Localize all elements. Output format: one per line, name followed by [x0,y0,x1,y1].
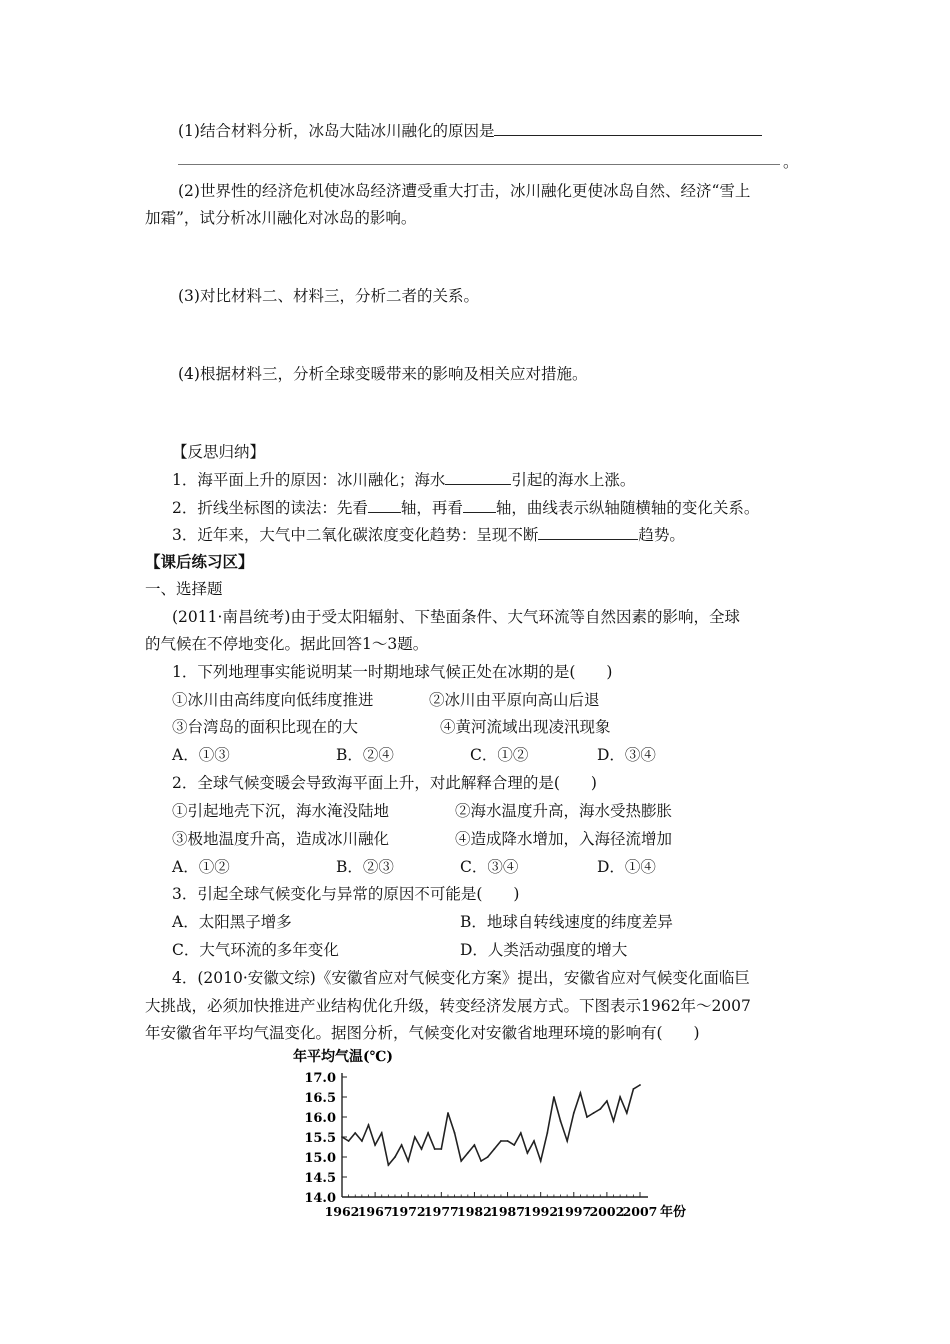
chart-data-point [553,1096,555,1098]
chart-data-point [626,1112,628,1114]
chart-data-point [520,1132,522,1134]
reflection-item-2-mid: 轴，再看 [400,499,463,517]
chart-data-point [454,1132,456,1134]
question-1-stmt-1: ①冰川由高纬度向低纬度推进 [172,691,374,709]
chart-y-tick-label: 16.0 [304,1111,336,1126]
chart-data-point [633,1088,635,1090]
chart-data-point [388,1164,390,1166]
chart-data-point [487,1156,489,1158]
chart-y-tick-label: 15.5 [304,1131,336,1146]
question-1-option-a[interactable]: A．①③ [172,746,230,764]
question-4-line-3: 年安徽省年平均气温变化。据图分析，气候变化对安徽省地理环境的影响有( ) [145,1024,700,1042]
chart-data-point [467,1152,469,1154]
chart-series-line [342,1085,640,1165]
question-1-stem: 1．下列地理事实能说明某一时期地球气候正处在冰期的是( ) [172,663,613,681]
chart-data-point [394,1156,396,1158]
chart-data-point [639,1084,641,1086]
chart-y-ticks [304,1071,347,1206]
chart-x-axis-label: 年份 [660,1205,687,1220]
question-3-stem: 3．引起全球气候变化与异常的原因不可能是( ) [172,885,520,903]
question-1-stmt-2: ②冰川由平原向高山后退 [429,691,600,709]
q1-prompt: (1)结合材料分析，冰岛大陆冰川融化的原因是 [178,122,495,140]
question-1-option-d[interactable]: D．③④ [597,746,656,764]
chart-x-ticks [325,1192,658,1219]
chart-data-point [447,1112,449,1114]
chart-data-point [407,1160,409,1162]
chart-data-point [493,1148,495,1150]
chart-data-point [354,1132,356,1134]
chart-data-point [414,1136,416,1138]
chart-y-axis-label: 年平均气温(℃) [293,1049,394,1065]
chart-y-tick-label: 17.0 [304,1071,336,1086]
chart-data-point [440,1148,442,1150]
chart-data-point [374,1144,376,1146]
reflection-item-3 [172,524,685,546]
reflection-item-3-text: 3．近年来，大气中二氧化碳浓度变化趋势：呈现不断 [172,526,539,544]
question-3-option-a[interactable]: A．太阳黑子增多 [172,913,292,931]
chart-data-point [381,1132,383,1134]
q2-line2: 加霜”，试分析冰川融化对冰岛的影响。 [145,209,417,227]
chart-data-point [401,1144,403,1146]
question-4-line-1: 4．(2010·安徽文综)《安徽省应对气候变化方案》提出，安徽省应对气候变化面临巨 [172,969,750,987]
chart-data-point [527,1152,529,1154]
reflection-blank-4[interactable] [538,525,638,540]
chart-x-tick-label: 1967 [357,1204,393,1219]
chart-data-point [599,1108,601,1110]
reflection-item-3-tail: 趋势。 [638,526,685,544]
chart-data-point [606,1100,608,1102]
question-2-stmt-2: ②海水温度升高，海水受热膨胀 [455,802,673,820]
question-3-option-b[interactable]: B．地球自转线速度的纬度差异 [460,913,673,931]
question-2-stmt-1: ①引起地壳下沉，海水淹没陆地 [172,802,390,820]
chart-data-point [500,1140,502,1142]
question-2-stmt-3: ③极地温度升高，造成冰川融化 [172,830,390,848]
reflection-item-1-text: 1．海平面上升的原因：冰川融化；海水 [172,471,446,489]
chart-data-point [573,1112,575,1114]
reflection-item-2 [172,497,759,519]
chart-data-point [613,1120,615,1122]
intro-line-1: (2011·南昌统考)由于受太阳辐射、下垫面条件、大气环流等自然因素的影响，全球 [172,608,740,626]
question-2-option-d[interactable]: D．①④ [597,858,656,876]
reflection-blank-1[interactable] [445,470,511,485]
chart-data-point [540,1160,542,1162]
reflection-item-1 [172,469,635,491]
chart-x-tick-label: 2007 [622,1204,658,1219]
chart-data-point [368,1124,370,1126]
chart-y-tick-label: 16.5 [304,1091,336,1106]
question-3-option-c[interactable]: C．大气环流的多年变化 [172,941,339,959]
question-3-option-d[interactable]: D．人类活动强度的增大 [460,941,628,959]
q1-answer-line[interactable] [178,164,780,165]
question-1-option-b[interactable]: B．②④ [336,746,394,764]
question-1-stmt-3: ③台湾岛的面积比现在的大 [172,718,359,736]
chart-data-point [619,1096,621,1098]
intro-line-2: 的气候在不停地变化。据此回答1～3题。 [145,635,429,653]
q3-text: (3)对比材料二、材料三，分析二者的关系。 [178,287,479,305]
chart-x-tick-label: 1982 [457,1204,492,1219]
chart-data-point [593,1112,595,1114]
chart-data-point [566,1140,568,1142]
question-1-option-c[interactable]: C．①② [470,746,529,764]
chart-data-point [341,1136,343,1138]
section-title: 一、选择题 [145,580,223,598]
chart-data-point [513,1144,515,1146]
chart-x-tick-label: 1972 [390,1204,426,1219]
temperature-line-chart [285,1045,725,1225]
question-2-stmt-4: ④造成降水增加，入海径流增加 [455,830,673,848]
question-4-line-2: 大挑战，必须加快推进产业结构优化升级，转变经济发展方式。下图表示1962年～2007 [145,997,751,1015]
q1-line [178,120,762,142]
question-1-stmt-4: ④黄河流域出现凌汛现象 [440,718,611,736]
chart-axes [342,1073,648,1197]
reflection-item-2-text: 2．折线坐标图的读法：先看 [172,499,368,517]
chart-data-point [434,1148,436,1150]
question-2-option-b[interactable]: B．②③ [336,858,394,876]
chart-data-point [580,1092,582,1094]
q4-text: (4)根据材料三，分析全球变暖带来的影响及相关应对措施。 [178,365,588,383]
chart-data-point [348,1140,350,1142]
question-2-option-a[interactable]: A．①② [172,858,230,876]
reflection-blank-3[interactable] [463,498,496,513]
chart-data-point [427,1132,429,1134]
reflection-item-2-tail: 轴，曲线表示纵轴随横轴的变化关系。 [495,499,760,517]
practice-heading: 【课后练习区】 [145,552,254,571]
chart-y-tick-label: 14.0 [304,1191,336,1206]
chart-y-tick-label: 15.0 [304,1151,336,1166]
chart-x-tick-label: 1962 [324,1204,360,1219]
chart-x-tick-label: 1997 [556,1204,592,1219]
chart-x-tick-label: 2002 [589,1204,625,1219]
q1-end-mark: 。 [783,153,799,171]
chart-data-point [421,1148,423,1150]
question-2-option-c[interactable]: C．③④ [460,858,519,876]
reflection-heading: 【反思归纳】 [172,443,266,461]
chart-x-tick-label: 1977 [423,1204,459,1219]
q2-line1: (2)世界性的经济危机使冰岛经济遭受重大打击，冰川融化更使冰岛自然、经济“雪上 [178,182,751,200]
reflection-item-1-tail: 引起的海水上涨。 [511,471,636,489]
reflection-blank-2[interactable] [368,498,401,513]
chart-data-point [480,1160,482,1162]
chart-data-point [474,1144,476,1146]
chart-data-point [507,1140,509,1142]
chart-data-point [533,1140,535,1142]
chart-x-tick-label: 1992 [523,1204,559,1219]
chart-data-point [361,1140,363,1142]
chart-x-tick-label: 1987 [490,1204,525,1219]
chart-y-tick-label: 14.5 [304,1171,336,1186]
question-2-stem: 2．全球气候变暖会导致海平面上升，对此解释合理的是( ) [172,774,597,792]
chart-data-point [586,1116,588,1118]
q1-answer-blank[interactable] [494,121,762,136]
chart-data-point [560,1120,562,1122]
chart-data-point [546,1132,548,1134]
chart-data-point [460,1160,462,1162]
